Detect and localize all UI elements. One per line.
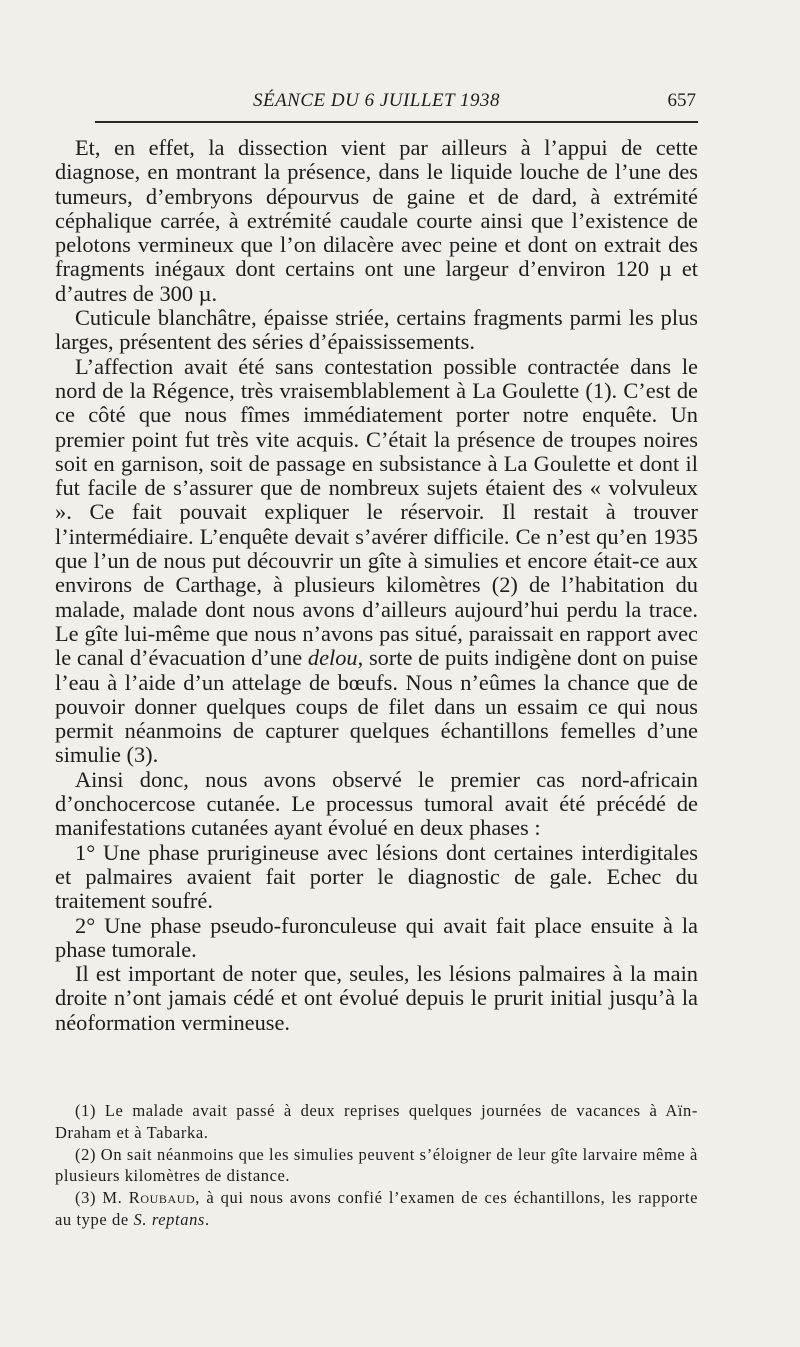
body-text xyxy=(55,136,698,1035)
running-header xyxy=(55,88,698,118)
footnote-3-mid: , à qui nous avons confié l’examen de ces échantillons, les rapporte au type de xyxy=(55,1188,698,1229)
paragraph-phase-1: 1° Une phase prurigineuse avec lésions dont certaines interdigitales et palmaires avaient fait porter le diagnostic de gale. Echec du traitement soufré. xyxy=(55,839,698,914)
paragraph-ainsi-donc: Ainsi donc, nous avons observé le premier cas nord-africain d’onchocercose cutanée. Le processus tumoral avait été précédé de manifestations cutanées ayant évolué en deux phases : xyxy=(55,766,698,841)
paragraph-cuticule: Cuticule blanchâtre, épaisse striée, certains fragments parmi les plus larges, présentent des séries d’épaississements. xyxy=(55,305,698,355)
page-number: 657 xyxy=(667,90,696,111)
footnote-3-species: S. reptans xyxy=(133,1209,205,1229)
footnotes xyxy=(55,1100,698,1231)
footnote-1: (1) Le malade avait passé à deux reprises quelques journées de vacances à Aïn-Draham et à Tabarka. xyxy=(55,1101,698,1142)
italic-delou: delou xyxy=(307,645,358,671)
footnote-3-end: . xyxy=(204,1209,210,1229)
footnote-3-start: (3) M. xyxy=(75,1188,123,1208)
footnote-3 xyxy=(55,1187,698,1231)
paragraph-affection-text: L’affection avait été sans contestation possible contractée dans le nord de la Régence, très vraisemblablement à La Goulette (1). C’est de ce côté que nous fîmes immédiatement porter notre enquête. Un premier point fut très vite acquis. C’était la présence de troupes noires soit en garnison, soit de passage en subsistance à La Goulette et dont il fut facile de s’assurer que de nombreux sujets étaient des « volvuleux ». Ce fait pouvait expliquer le réservoir. Il restait à trouver l’intermédiaire. L’enquête devait s’avérer difficile. Ce n’est qu’en 1935 que l’un de nous put découvrir un gîte à simulies et encore était-ce aux environs de Carthage, à plusieurs kilomètres (2) de l’habitation du malade, malade dont nous avons d’ailleurs aujourd’hui perdu la trace. Le gîte lui-même que nous n’avons pas situé, paraissait en rapport avec le canal d’évacuation d’une xyxy=(55,353,698,671)
paragraph-dissection: Et, en effet, la dissection vient par ailleurs à l’appui de cette diagnose, en montrant la présence, dans le liquide louche de l’une des tumeurs, d’embryons dépourvus de gaine et de dard, à extrémité céphalique carrée, à extrémité caudale courte ainsi que l’existence de pelotons vermineux que l’on dilacère avec peine et dont on extrait des fragments inégaux dont certains ont une largeur d’environ 120 µ et d’autres de 300 µ. xyxy=(55,135,698,306)
paragraph-affection xyxy=(55,355,698,768)
footnote-3-name: Roubaud xyxy=(128,1188,196,1208)
paragraph-important: Il est important de noter que, seules, les lésions palmaires à la main droite n’ont jamais cédé et ont évolué depuis le prurit initial jusqu’à la néoformation vermineuse. xyxy=(55,961,698,1035)
header-rule xyxy=(95,121,698,123)
running-title: SÉANCE DU 6 JUILLET 1938 xyxy=(252,90,501,111)
footnote-2: (2) On sait néanmoins que les simulies peuvent s’éloigner de leur gîte larvaire même à plusieurs kilomètres de distance. xyxy=(55,1144,698,1186)
paragraph-phase-2: 2° Une phase pseudo-furonculeuse qui avait fait place ensuite à la phase tumorale. xyxy=(55,912,698,962)
paragraph-affection-end: , sorte de puits indigène dont on puise l’eau à l’aide d’un attelage de bœufs. Nous n’eûmes la chance que de pouvoir donner quelques coups de filet dans un essaim ce qui nous permit néanmoins de capturer quelques échantillons femelles d’une simulie (3). xyxy=(55,645,698,768)
